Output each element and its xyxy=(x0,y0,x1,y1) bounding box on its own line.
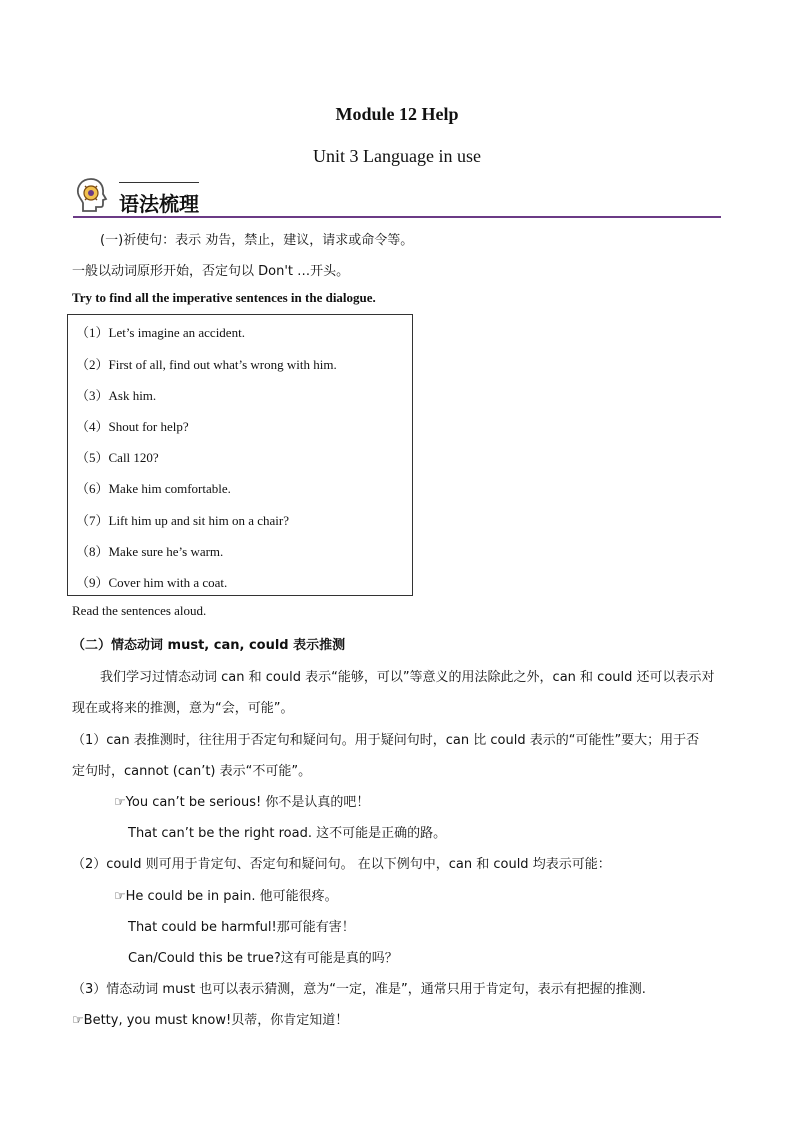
modal-point-1-line-2: 定句时，cannot (can’t) 表示“不可能”。 xyxy=(72,764,312,779)
read-aloud-instruction: Read the sentences aloud. xyxy=(72,603,207,618)
list-item: （8）Make sure he’s warm. xyxy=(76,544,224,559)
modal-point-3: （3）情态动词 must 也可以表示猜测，意为“一定，准是”，通常只用于肯定句，表示有把握的推测. xyxy=(72,982,646,997)
modal-example-3a: ☞Betty, you must know!贝蒂，你肯定知道！ xyxy=(72,1013,349,1028)
section-header-topline xyxy=(119,182,199,183)
list-item: （9）Cover him with a coat. xyxy=(76,575,228,590)
list-item: （1）Let’s imagine an accident. xyxy=(76,325,245,340)
module-title: Module 12 Help xyxy=(335,104,459,124)
modal-intro-line-1: 我们学习过情态动词 can 和 could 表示“能够，可以”等意义的用法除此之外，can 和 could 还可以表示对 xyxy=(100,670,715,685)
imperative-heading: (一)祈使句：表示 劝告，禁止，建议，请求或命令等。 xyxy=(100,233,414,248)
modal-intro-line-2: 现在或将来的推测，意为“会，可能”。 xyxy=(72,701,294,716)
modal-example-1b: That can’t be the right road. 这不可能是正确的路。 xyxy=(128,826,447,841)
section-title: 语法梳理 xyxy=(119,192,199,216)
modal-example-1a: ☞You can’t be serious! 你不是认真的吧！ xyxy=(114,795,370,810)
list-item: （5）Call 120? xyxy=(76,450,159,465)
imperative-task: Try to find all the imperative sentences in the dialogue. xyxy=(72,290,376,305)
modal-point-1-line-1: （1）can 表推测时，往往用于否定句和疑问句。用于疑问句时，can 比 could 表示的“可能性”要大；用于否 xyxy=(72,733,700,748)
list-item: （6）Make him comfortable. xyxy=(76,481,231,496)
section-divider xyxy=(73,216,721,218)
imperative-rule: 一般以动词原形开始，否定句以 Don't …开头。 xyxy=(72,264,350,279)
list-item: （2）First of all, find out what’s wrong with him. xyxy=(76,357,337,372)
modal-example-2a: ☞He could be in pain. 他可能很疼。 xyxy=(114,889,338,904)
unit-title: Unit 3 Language in use xyxy=(313,146,481,166)
modal-heading: （二）情态动词 must, can, could 表示推测 xyxy=(72,638,346,653)
modal-example-2b: That could be harmful!那可能有害！ xyxy=(128,920,355,935)
modal-point-2: （2）could 则可用于肯定句、否定句和疑问句。 在以下例句中，can 和 could 均表示可能： xyxy=(72,857,611,872)
list-item: （7）Lift him up and sit him on a chair? xyxy=(76,513,290,528)
head-gear-icon xyxy=(74,176,110,214)
modal-example-2c: Can/Could this be true?这有可能是真的吗？ xyxy=(128,951,398,966)
list-item: （4）Shout for help? xyxy=(76,419,189,434)
list-item: （3）Ask him. xyxy=(76,388,157,403)
